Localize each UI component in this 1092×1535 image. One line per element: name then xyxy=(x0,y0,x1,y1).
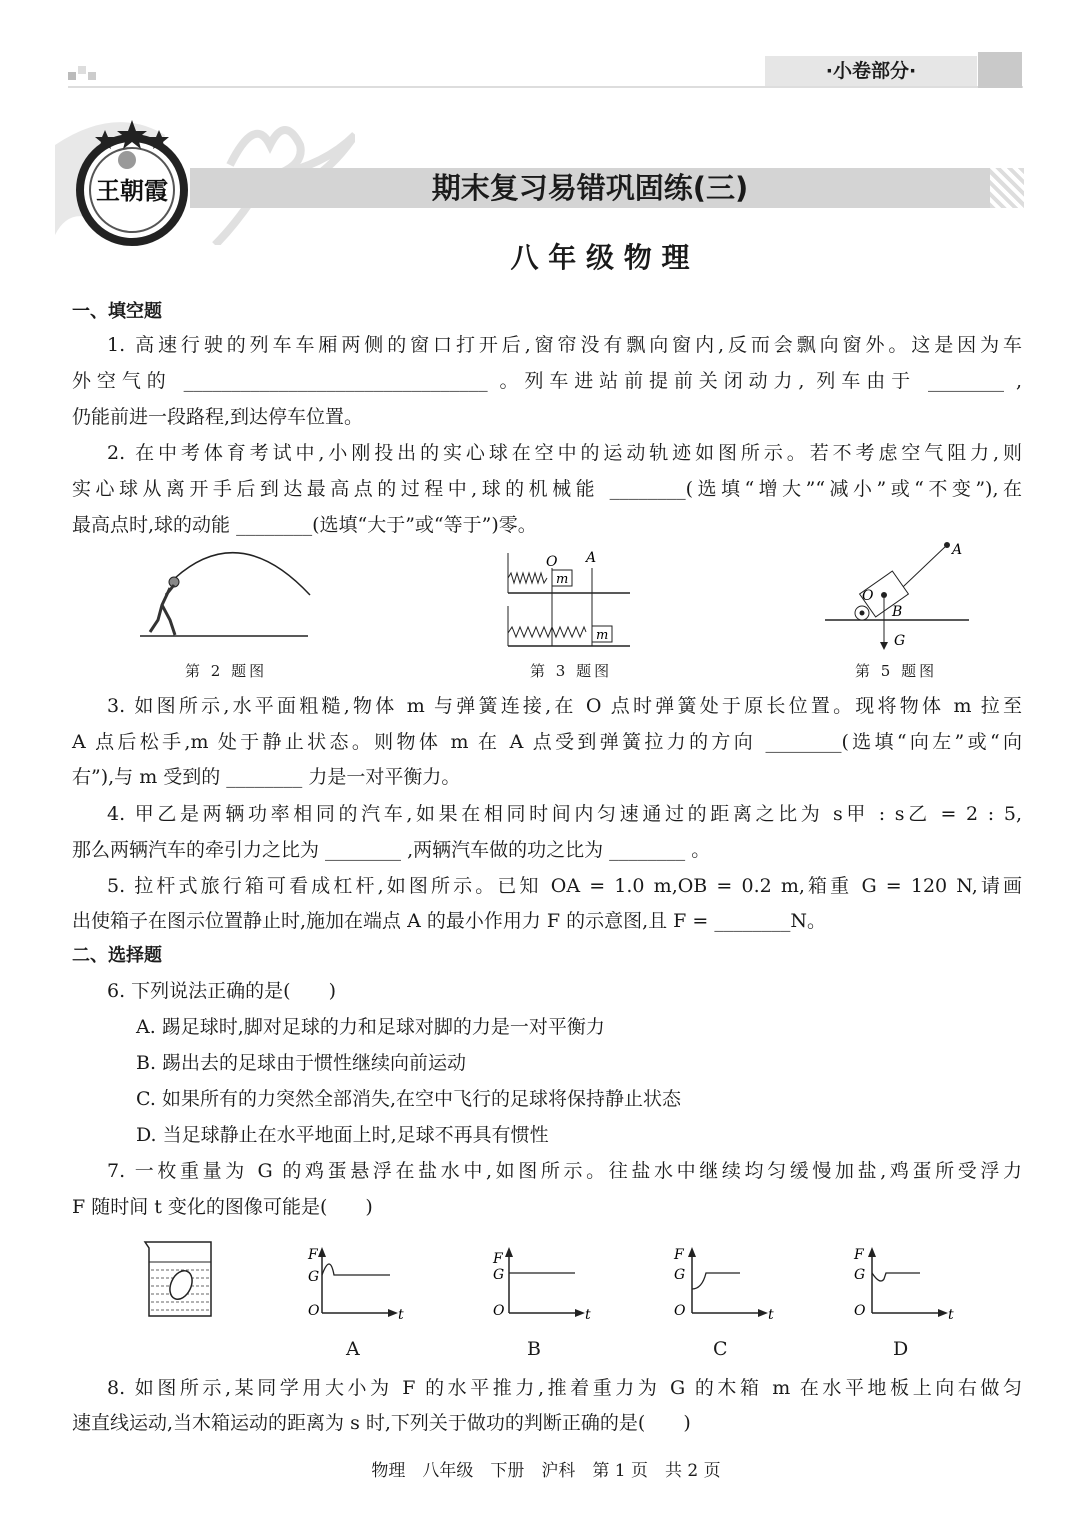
graph-option-d[interactable] xyxy=(850,1245,955,1325)
q6-option-b[interactable]: B. 踢出去的足球由于惯性继续向前运动 xyxy=(136,1052,467,1074)
q2-line-1: 2. 在中考体育考试中,小刚投出的实心球在空中的运动轨迹如图所示。若不考虑空气阻力,则 xyxy=(107,442,1022,464)
q7-line-1: 7. 一枚重量为 G 的鸡蛋悬浮在盐水中,如图所示。往盐水中继续均匀缓慢加盐,鸡蛋所受浮力 xyxy=(107,1160,1022,1182)
publisher-logo xyxy=(75,115,190,250)
q2-line-2: 实心球从离开手后到达最高点的过程中,球的机械能 ________(选填“增大”“减小”或“不变”),在 xyxy=(72,478,1022,500)
svg-text:F: F xyxy=(493,1251,503,1267)
q5-line-2: 出使箱子在图示位置静止时,施加在端点 A 的最小作用力 F 的示意图,且 F = ________N。 xyxy=(72,910,826,932)
q6-stem: 6. 下列说法正确的是( ) xyxy=(107,980,336,1002)
section-heading-choice: 二、选择题 xyxy=(72,945,162,966)
beaker-egg-figure xyxy=(143,1240,218,1320)
graph-option-a[interactable] xyxy=(300,1245,405,1325)
corner-decoration xyxy=(68,66,98,82)
svg-text:G: G xyxy=(493,1267,505,1283)
page-subtitle: 八 年 级 物 理 xyxy=(510,241,690,274)
q8-line-2: 速直线运动,当木箱运动的距离为 s 时,下列关于做功的判断正确的是( ) xyxy=(72,1412,691,1434)
q4-line-2: 那么两辆汽车的牵引力之比为 ________ ,两辆汽车做的功之比为 ________ 。 xyxy=(72,839,711,861)
figure-5-luggage xyxy=(822,540,972,655)
svg-text:F: F xyxy=(674,1247,684,1263)
figure-3-caption: 第 3 题图 xyxy=(530,662,613,680)
svg-text:t: t xyxy=(398,1307,404,1323)
q4-line-1: 4. 甲乙是两辆功率相同的汽车,如果在相同时间内匀速通过的距离之比为 s甲 : s乙 = 2 : 5, xyxy=(107,803,1022,825)
q1-line-1: 1. 高速行驶的列车车厢两侧的窗口打开后,窗帘没有飘向窗内,反而会飘向窗外。这是因为车 xyxy=(107,334,1022,356)
q6-option-a[interactable]: A. 踢足球时,脚对足球的力和足球对脚的力是一对平衡力 xyxy=(136,1016,605,1038)
svg-text:G: G xyxy=(854,1267,866,1283)
q6-option-c[interactable]: C. 如果所有的力突然全部消失,在空中飞行的足球将保持静止状态 xyxy=(136,1088,681,1110)
q5-line-1: 5. 拉杆式旅行箱可看成杠杆,如图所示。已知 OA = 1.0 m,OB = 0.2 m,箱重 G = 120 N,请画 xyxy=(107,875,1022,897)
svg-text:O: O xyxy=(308,1303,320,1319)
svg-text:B: B xyxy=(892,604,903,620)
graph-label-a: A xyxy=(346,1338,360,1360)
svg-text:G: G xyxy=(894,633,906,649)
section-heading-fill: 一、填空题 xyxy=(72,301,162,322)
page-title: 期末复习易错巩固练(三) xyxy=(431,171,749,205)
q3-line-2: A 点后松手,m 处于静止状态。则物体 m 在 A 点受到弹簧拉力的方向 ________(选填“向左”或“向 xyxy=(72,731,1022,753)
page-footer: 物理 八年级 下册 沪科 第 1 页 共 2 页 xyxy=(371,1461,721,1481)
graph-option-b[interactable] xyxy=(487,1245,592,1325)
svg-text:O: O xyxy=(862,588,874,604)
q1-line-2: 外空气的 ________________________________ 。列车进站前提前关闭动力, 列车由于 ________ , xyxy=(72,370,1022,392)
header-rule xyxy=(68,86,1023,88)
q3-line-1: 3. 如图所示,水平面粗糙,物体 m 与弹簧连接,在 O 点时弹簧处于原长位置。现将物体 m 拉至 xyxy=(107,695,1022,717)
svg-text:A: A xyxy=(952,542,963,558)
q2-line-3: 最高点时,球的动能 ________(选填“大于”或“等于”)零。 xyxy=(72,514,537,536)
svg-text:O: O xyxy=(546,554,558,570)
svg-text:F: F xyxy=(854,1247,864,1263)
svg-text:O: O xyxy=(854,1303,866,1319)
q8-line-1: 8. 如图所示,某同学用大小为 F 的水平推力,推着重力为 G 的木箱 m 在水平地板上向右做匀 xyxy=(107,1377,1022,1399)
graph-label-c: C xyxy=(713,1338,728,1360)
svg-text:m: m xyxy=(556,572,569,587)
q6-option-d[interactable]: D. 当足球静止在水平地面上时,足球不再具有惯性 xyxy=(136,1124,549,1146)
svg-text:王朝霞: 王朝霞 xyxy=(96,176,168,205)
figure-5-caption: 第 5 题图 xyxy=(855,662,938,680)
section-tag: ·小卷部分· xyxy=(765,56,977,86)
svg-text:G: G xyxy=(674,1267,686,1283)
svg-text:A: A xyxy=(586,550,597,566)
graph-label-b: B xyxy=(527,1338,541,1360)
svg-text:t: t xyxy=(585,1307,591,1323)
svg-text:O: O xyxy=(674,1303,686,1319)
q3-line-3: 右”),与 m 受到的 ________ 力是一对平衡力。 xyxy=(72,766,461,788)
q7-line-2: F 随时间 t 变化的图像可能是( ) xyxy=(72,1196,373,1218)
svg-text:t: t xyxy=(948,1307,954,1323)
graph-label-d: D xyxy=(893,1338,909,1360)
q1-line-3: 仍能前进一段路程,到达停车位置。 xyxy=(72,406,364,428)
svg-text:O: O xyxy=(493,1303,505,1319)
svg-text:G: G xyxy=(308,1269,320,1285)
svg-text:F: F xyxy=(308,1247,318,1263)
banner-dots xyxy=(990,168,1024,208)
figure-3-spring xyxy=(500,548,640,648)
figure-2-caption: 第 2 题图 xyxy=(185,662,268,680)
graph-option-c[interactable] xyxy=(670,1245,775,1325)
svg-text:m: m xyxy=(596,628,609,643)
section-tag-block xyxy=(978,52,1022,88)
figure-2-shot-put xyxy=(130,550,320,645)
svg-text:t: t xyxy=(768,1307,774,1323)
